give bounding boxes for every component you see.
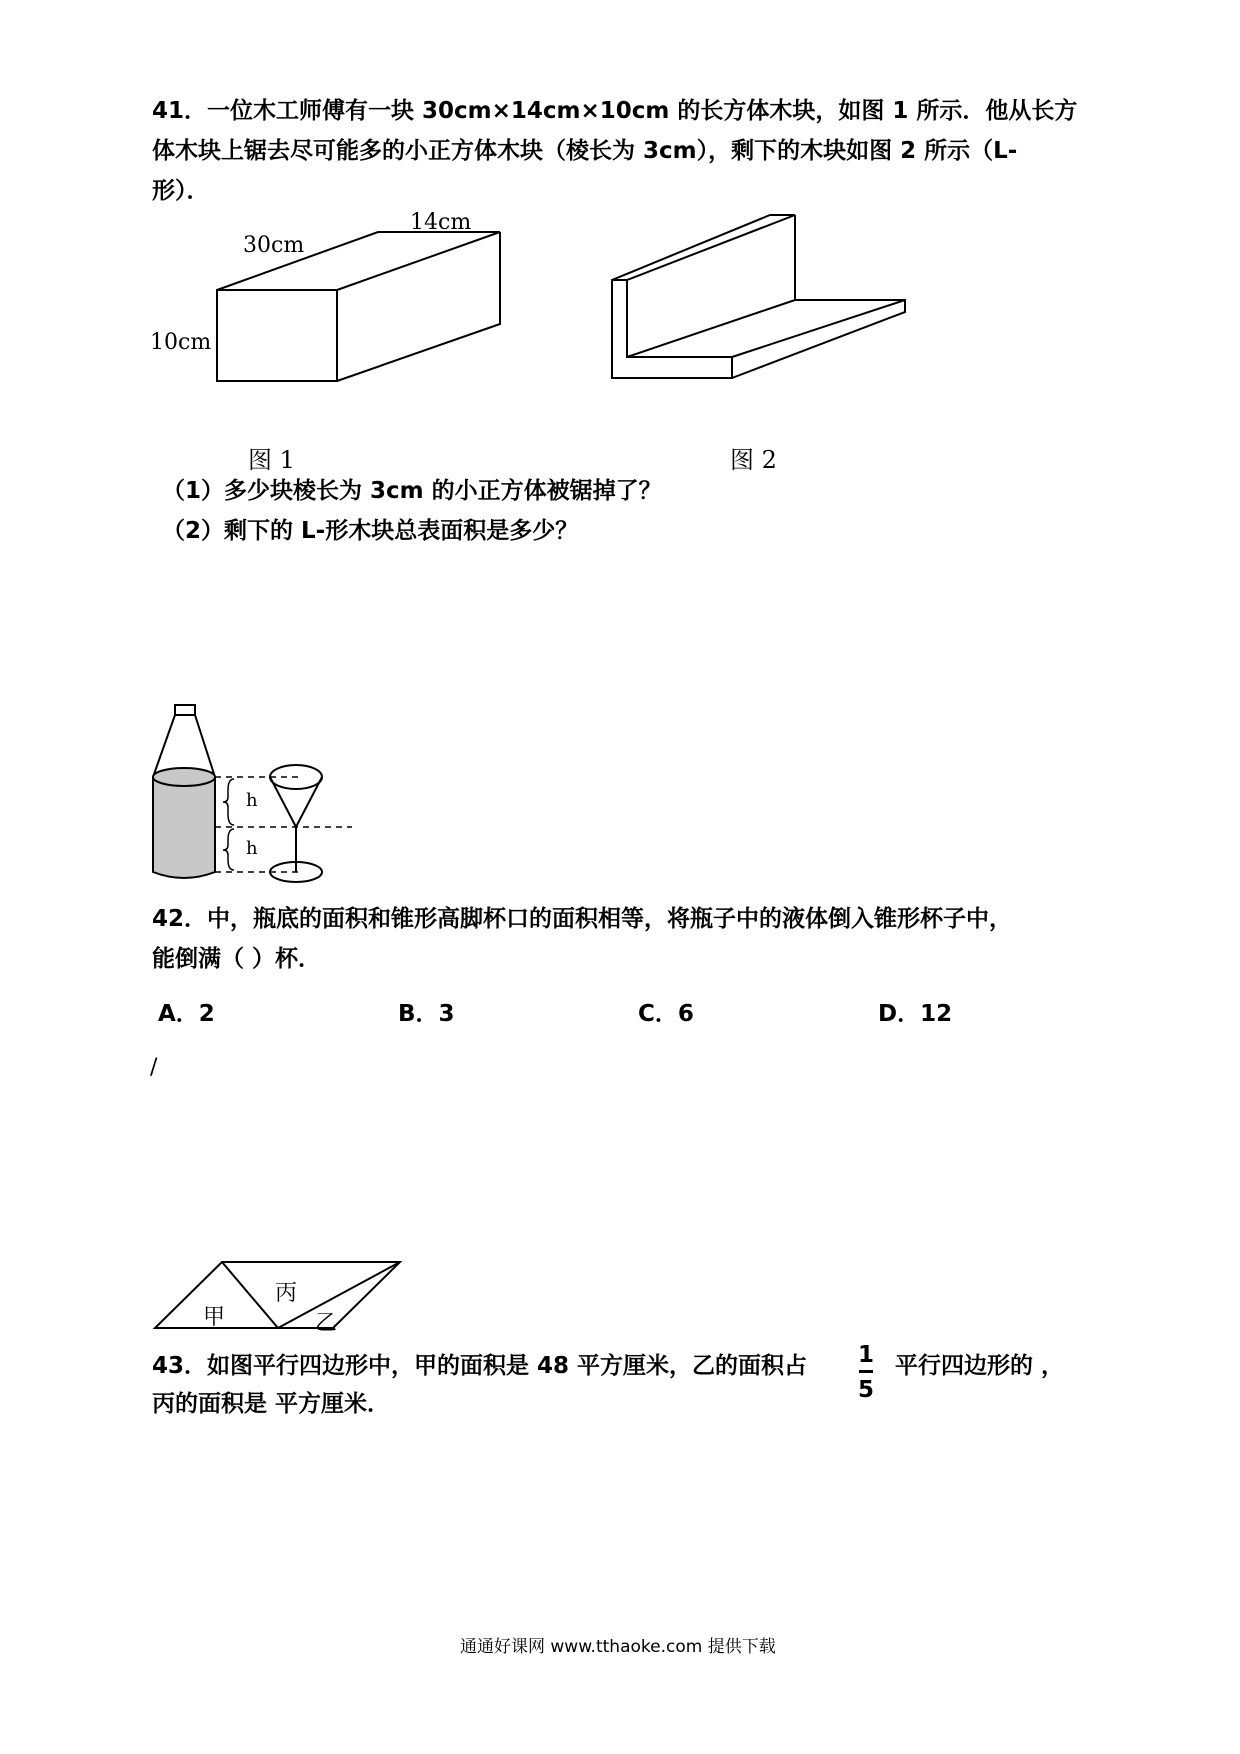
fraction-numerator: 1: [857, 1342, 874, 1368]
q42-option-b: B．3: [398, 1001, 455, 1027]
q41-sub2: （2）剩下的 L-形木块总表面积是多少？: [162, 518, 579, 544]
q41-line3: 形）．: [152, 178, 210, 204]
q42-option-c: C．6: [638, 1001, 694, 1027]
region-yi: 乙: [315, 1311, 338, 1336]
q42-line1: 42．中，瓶底的面积和锥形高脚杯口的面积相等，将瓶子中的液体倒入锥形杯子中，: [152, 906, 1013, 932]
q43-line1b: 平行四边形的 ，: [895, 1353, 1065, 1379]
h-label-top: h: [246, 790, 258, 811]
q42-option-d: D．12: [878, 1001, 953, 1027]
q41-sub1: （1）多少块棱长为 3cm 的小正方体被锯掉了？: [162, 478, 662, 504]
q42-option-a: A．2: [158, 1001, 215, 1027]
fig1-length-label: 30cm: [243, 233, 305, 258]
page-footer: 通通好课网 www.tthaoke.com 提供下载: [460, 1637, 776, 1657]
q41-line1: 41．一位木工师傅有一块 30cm×14cm×10cm 的长方体木块，如图 1 所示．他从长方: [152, 98, 1078, 124]
fig2-caption: 图 2: [730, 446, 777, 474]
stray-mark: /: [150, 1055, 158, 1080]
fraction-bar: [859, 1370, 873, 1373]
region-bing: 丙: [275, 1281, 298, 1306]
q43-line2: 丙的面积是 平方厘米．: [152, 1391, 391, 1417]
fig1-height-label: 10cm: [150, 330, 212, 355]
fraction-denominator: 5: [857, 1377, 874, 1403]
region-jia: 甲: [203, 1305, 226, 1330]
fig1-width-label: 14cm: [410, 210, 472, 235]
q42-line2: 能倒满（ ）杯．: [152, 946, 322, 972]
h-label-bottom: h: [246, 838, 258, 859]
fig1-caption: 图 1: [248, 446, 295, 474]
q41-line2: 体木块上锯去尽可能多的小正方体木块（棱长为 3cm），剩下的木块如图 2 所示（L-: [152, 138, 1018, 164]
q43-line1a: 43．如图平行四边形中，甲的面积是 48 平方厘米，乙的面积占: [152, 1353, 808, 1379]
